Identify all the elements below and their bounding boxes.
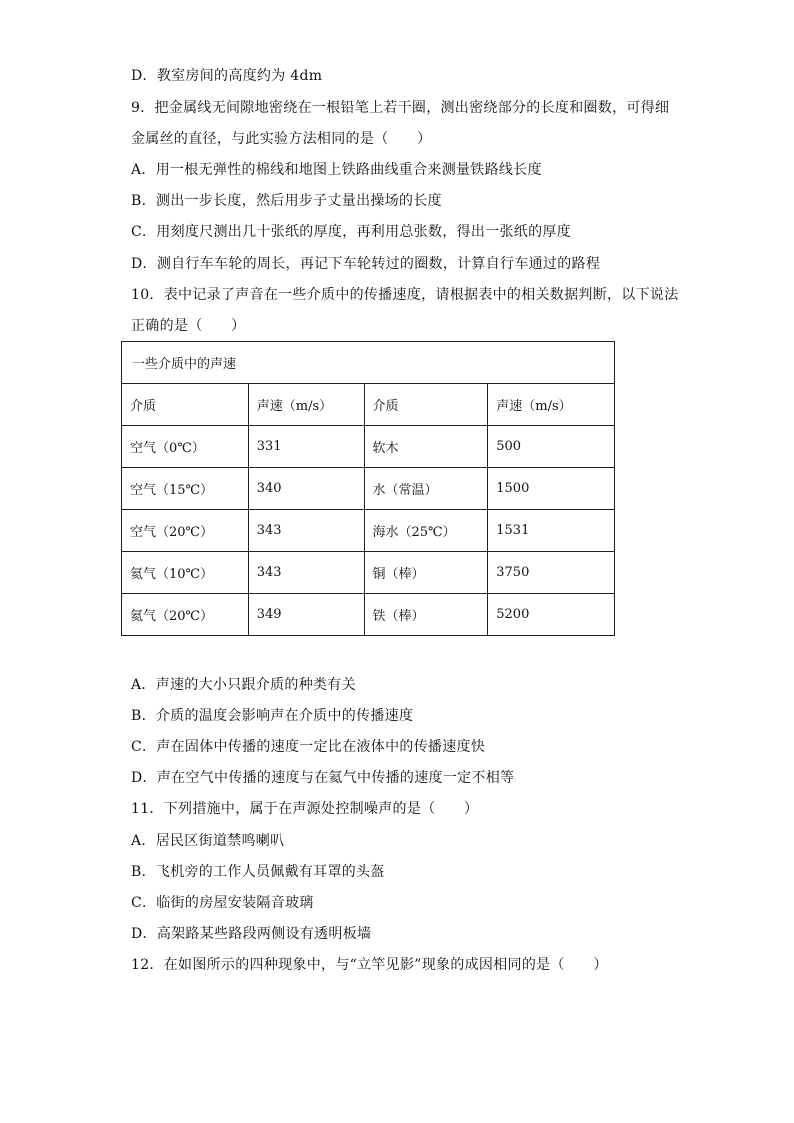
table-cell: 空气（20℃）	[122, 510, 249, 552]
table-row	[122, 426, 615, 468]
table-cell: 500	[488, 426, 615, 468]
table-row	[122, 468, 615, 510]
sound-speed-table	[121, 341, 615, 636]
table-row	[122, 594, 615, 636]
option-c-q9: C．用刻度尺测出几十张纸的厚度，再利用总张数，得出一张纸的厚度	[131, 224, 572, 240]
table-title: 一些介质中的声速	[122, 342, 615, 384]
table-cell: 氦气（20℃）	[122, 594, 249, 636]
header-speed-1: 声速（m/s）	[248, 384, 364, 426]
option-c-q11: C．临街的房屋安装隔音玻璃	[131, 895, 314, 911]
option-a-q9: A．用一根无弹性的棉线和地图上铁路曲线重合来测量铁路线长度	[131, 162, 542, 178]
table-cell: 铜（棒）	[364, 552, 488, 594]
table-row	[122, 552, 615, 594]
question-10-line-1: 10．表中记录了声音在一些介质中的传播速度，请根据表中的相关数据判断，以下说法	[131, 287, 679, 303]
question-12: 12．在如图所示的四种现象中，与“立竿见影”现象的成因相同的是（ ）	[131, 957, 608, 973]
table-cell: 3750	[488, 552, 615, 594]
option-d-q10: D．声在空气中传播的速度与在氦气中传播的速度一定不相等	[131, 770, 515, 786]
option-b-q9: B．测出一步长度，然后用步子丈量出操场的长度	[131, 193, 442, 209]
table-cell: 1531	[488, 510, 615, 552]
table-cell: 5200	[488, 594, 615, 636]
question-11: 11．下列措施中，属于在声源处控制噪声的是（ ）	[131, 801, 479, 817]
option-d-q8: D．教室房间的高度约为 4dm	[131, 68, 323, 84]
table-cell: 软木	[364, 426, 488, 468]
table-cell: 空气（0℃）	[122, 426, 249, 468]
option-d-q11: D．高架路某些路段两侧设有透明板墙	[131, 926, 372, 942]
header-medium-1: 介质	[122, 384, 249, 426]
option-a-q11: A．居民区街道禁鸣喇叭	[131, 833, 285, 849]
table-header-row	[122, 384, 615, 426]
table-cell: 空气（15℃）	[122, 468, 249, 510]
table-cell: 1500	[488, 468, 615, 510]
table-cell: 349	[248, 594, 364, 636]
table-cell: 氦气（10℃）	[122, 552, 249, 594]
table-cell: 331	[248, 426, 364, 468]
option-b-q11: B．飞机旁的工作人员佩戴有耳罩的头盔	[131, 864, 385, 880]
option-b-q10: B．介质的温度会影响声在介质中的传播速度	[131, 708, 414, 724]
table-cell: 343	[248, 552, 364, 594]
header-medium-2: 介质	[364, 384, 488, 426]
question-9-line-2: 金属丝的直径，与此实验方法相同的是（ ）	[131, 131, 432, 147]
table-cell: 340	[248, 468, 364, 510]
table-cell: 铁（棒）	[364, 594, 488, 636]
table-cell: 343	[248, 510, 364, 552]
option-a-q10: A．声速的大小只跟介质的种类有关	[131, 677, 356, 693]
option-d-q9: D．测自行车车轮的周长，再记下车轮转过的圈数，计算自行车通过的路程	[131, 256, 601, 272]
option-c-q10: C．声在固体中传播的速度一定比在液体中的传播速度快	[131, 739, 486, 755]
question-10-line-2: 正确的是（ ）	[131, 318, 246, 334]
header-speed-2: 声速（m/s）	[488, 384, 615, 426]
table-row	[122, 510, 615, 552]
table-cell: 海水（25℃）	[364, 510, 488, 552]
table-title-row	[122, 342, 615, 384]
question-9-line-1: 9．把金属线无间隙地密绕在一根铅笔上若干圈，测出密绕部分的长度和圈数，可得细	[131, 100, 670, 116]
table-cell: 水（常温）	[364, 468, 488, 510]
